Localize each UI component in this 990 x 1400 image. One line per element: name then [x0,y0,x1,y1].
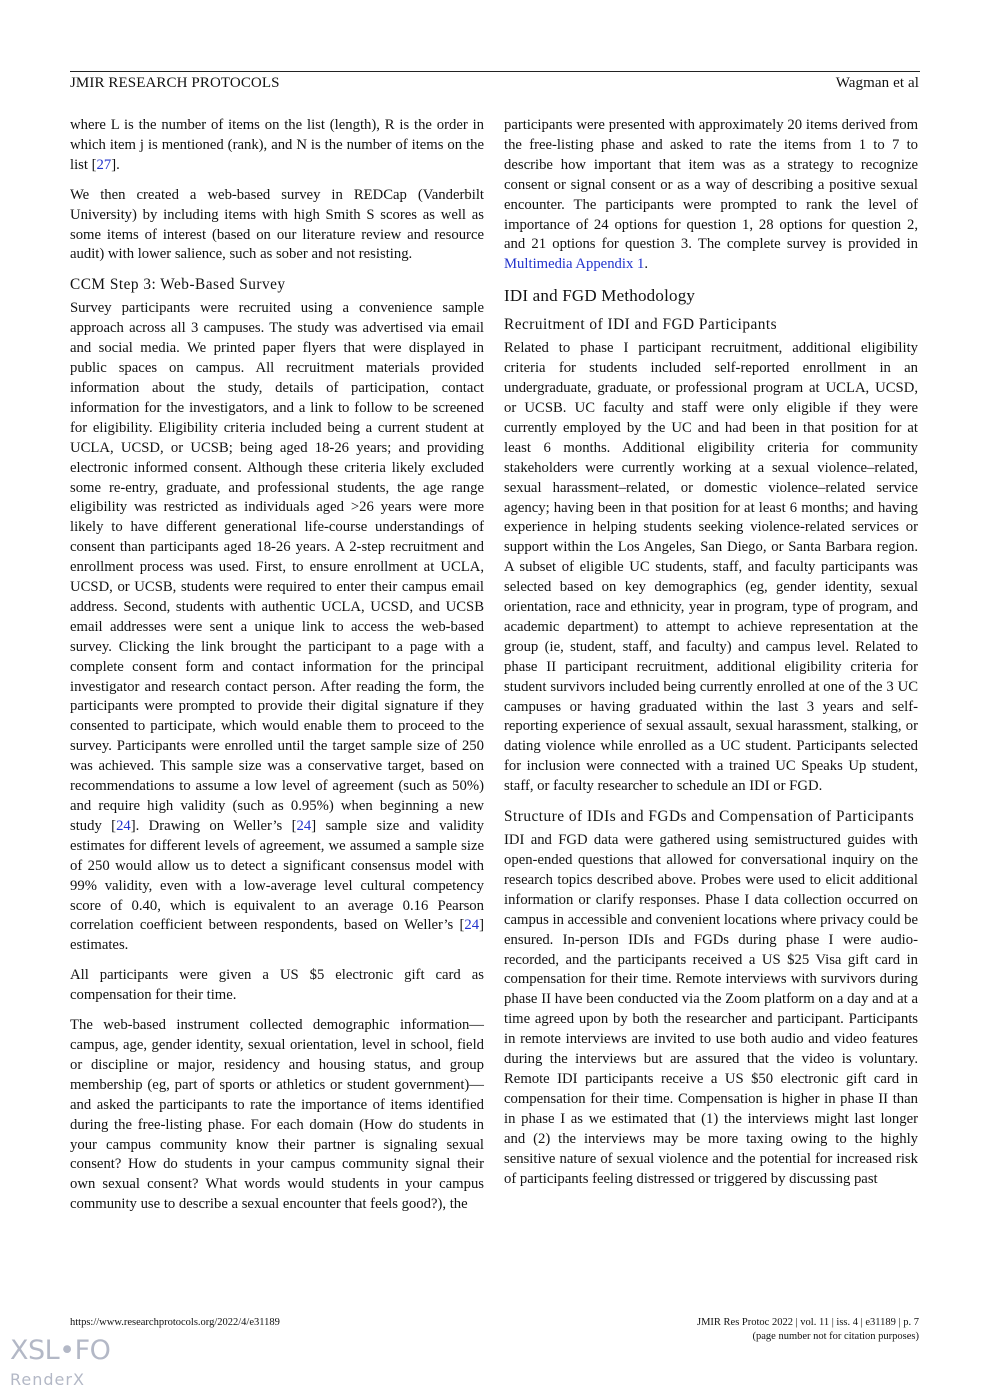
paragraph-rating: participants were presented with approximately 20 items derived from the free-listing phase and asked to rate the items from 1 to 7 to describe how important that item was as a strategy to recognize consent or signal consent or as a way of describing a positive sexual encounter. The participants were prompted to rank the level of importance of 24 options for question 1, 28 options for question 2, and 21 options for question 3. The complete survey is provided in Multimedia Appendix 1. [504,117,918,273]
page-note: (page number not for citation purposes) [752,1331,919,1342]
paragraph-recruitment: Survey participants were recruited using a convenience sample approach across all 3 campuses. The study was advertised via email and social media. We printed paper flyers that were displayed in public spaces on campus. All recruitment materials provided information about the study, details of participation, contact information for the investigators, and a link to follow to be screened for eligibility. Eligibility criteria included being a current student at UCLA, UCSD, or UCSB; being aged 18-26 years; and providing electronic informed consent. Although these criteria likely excluded some re-entry, graduate, and professional students, the age range eligibility was restricted as individuals aged >26 years were more likely to have different generational life-course understandings of consent than participants aged 18-26 years. A 2-step recruitment and enrollment process was used. First, to ensure enrollment at UCLA, UCSD, or UCSB, students were required to enter their campus email address. Second, students with authentic UCLA, UCSD, and UCSB email addresses were sent a unique link to access the web-based survey. Clicking the link brought the participant to a page with a complete consent form and contact information for the principal investigator and research contact person. After reading the form, the participants were prompted to provide their digital signature if they consented to participate, which would enable them to proceed to the survey. Participants were enrolled until the target sample size of 250 was achieved. This sample size was a conservative target, based on recommendations to assume a low level of agreement (such as 50%) and require high validity (such as 0.95%) when beginning a new study [24]. Drawing on Weller’s [24] sample size and validity estimates for different levels of agreement, we assumed a sample size of 250 would allow us to detect a significant consensus model with 99% validity, even with a low-average level cultural competency score of 0.40, which is equivalent to an average 0.16 Pearson correlation coefficient between respondents, based on Weller’s [24] estimates. [70,300,484,954]
heading-recruitment: Recruitment of IDI and FGD Participants [504,316,778,334]
reference-link[interactable]: 24 [296,817,312,834]
citation-line: JMIR Res Protoc 2022 | vol. 11 | iss. 4 | e31189 | p. 7 [696,1317,919,1328]
footer-url[interactable]: https://www.researchprotocols.org/2022/4/e31189 [70,1317,280,1328]
reference-link[interactable]: 24 [116,817,131,834]
header-rule [70,71,920,72]
xslfo-renderx-logo [10,1336,110,1390]
heading-ccm-step-3: CCM Step 3: Web-Based Survey [70,276,286,294]
paragraph-instrument: The web-based instrument collected demographic information—campus, age, gender identity, sexual orientation, level in school, field or discipline or major, residency and housing status, and group membership (eg, part of sports or athletics or student government)—and asked the participants to rate the importance of items identified during the free-listing phase. For each domain (How do students in your campus community know their partner is signaling sexual consent? How do students in your campus community signal their own sexual consent? What words would students in your campus community use to describe a sexual encounter that feels good?), the [70,1017,484,1213]
multimedia-appendix-link[interactable]: Multimedia Appendix 1 [504,256,645,273]
footer-citation [697,1316,919,1344]
running-authors: Wagman et al [835,75,919,91]
paragraph-compensation: All participants were given a US $5 electronic gift card as compensation for their time. [70,967,484,1004]
logo-line-2: RenderX [10,1370,85,1389]
journal-name: JMIR RESEARCH PROTOCOLS [70,75,280,91]
reference-link[interactable]: 24 [464,917,480,934]
logo-line-1: XSL•FO [10,1335,111,1366]
heading-idi-fgd-methodology: IDI and FGD Methodology [504,286,696,306]
reference-link[interactable]: 27 [96,156,112,173]
heading-structure: Structure of IDIs and FGDs and Compensation of Participants [504,808,915,826]
paragraph-survey-creation: We then created a web-based survey in REDCap (Vanderbilt University) by including items with high Smith S scores as well as some items of interest (based on our literature review and resource audit) with lower salience, such as sober and not resisting. [70,186,484,263]
paragraph-smith-formula: where L is the number of items on the list (length), R is the order in which item j is mentioned (rank), and N is the number of items on the list [27]. [70,117,484,173]
paragraph-eligibility: Related to phase I participant recruitment, additional eligibility criteria for students included self-reported enrollment in an undergraduate, graduate, or professional program at UCLA, UCSD, or UCSB. UC faculty and staff were only eligible if they were currently employed by the UC and had been in that position for at least 6 months. Additional eligibility criteria for community stakeholders were currently working at a sexual violence–related, sexual harassment–related, or domestic violence–related service agency; having been in that position for at least 6 months; and having experience in helping students seeking violence-related services or support within the Los Angeles, San Diego, or Santa Barbara region. A subset of eligible UC students, staff, and faculty participants was selected based on key demographics (eg, gender identity, sexual orientation, race and ethnicity, year in program, type of program, and academic department) to attempt to achieve representation at the group (ie, student, staff, and faculty) and campus level. Related to phase II participant recruitment, additional eligibility criteria for student survivors included being currently enrolled at one of the 3 UC campuses or having graduated within the last 3 years and self-reporting experience of sexual assault, sexual harassment, stalking, or dating violence while enrolled as a UC student. Participants selected for inclusion were connected with a trained UC Speaks Up student, staff, or faculty researcher to schedule an IDI or FGD. [504,340,918,795]
paragraph-data-collection: IDI and FGD data were gathered using semistructured guides with open-ended questions that allowed for conversational inquiry on the research topics described above. Probes were used to elicit additional information or clarify responses. Phase I data collection occurred on campus in accessible and convenient locations where privacy could be ensured. In-person IDIs and FGDs during phase I were audio-recorded, and the participants received a US $25 Visa gift card in compensation for their time. Remote interviews with survivors during phase II have been conducted via the Zoom platform on a day and at a time agreed upon by both the researcher and participant. Participants in remote interviews are invited to use both audio and video features during the interviews but are assured that the video is voluntary. Remote IDI participants receive a US $50 electronic gift card in compensation for their time. Compensation is higher in phase II than in phase I as we estimated that (1) the interviews might last longer and (2) the interviews may be more taxing owing to the highly sensitive nature of sexual violence and the potential for increased risk of participants feeling distressed or triggered by discussing past [504,832,918,1187]
left-column [70,116,484,1225]
right-column [504,116,918,1199]
